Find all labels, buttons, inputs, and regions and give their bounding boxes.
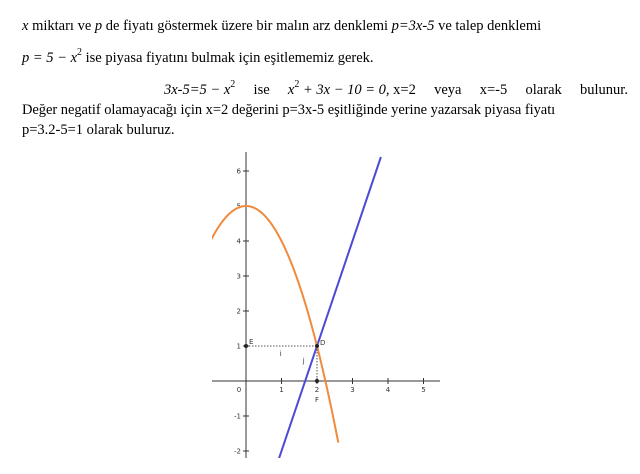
x-tick-label: 3 <box>350 386 355 394</box>
p1-text-3: ve talep denklemi <box>434 18 542 34</box>
y-tick-label: 1 <box>236 342 241 351</box>
solution-2: x=-5 <box>479 82 508 98</box>
eq-quad-rest: + 3x − 10 = 0, <box>299 82 394 98</box>
word-olarak: olarak <box>525 82 562 98</box>
point-d <box>315 344 319 348</box>
demand-eq-base: p = 5 − x <box>22 50 78 66</box>
y-tick-label: -2 <box>234 447 241 456</box>
var-x: x <box>22 18 29 34</box>
y-tick-label: 5 <box>236 202 241 211</box>
points <box>244 338 325 404</box>
word-ise: ise <box>253 82 270 98</box>
y-tick-label: 3 <box>236 272 241 281</box>
x-tick-label: 1 <box>279 386 284 394</box>
y-tick-label: 2 <box>236 307 241 316</box>
supply-equation: p=3x-5 <box>391 18 435 34</box>
word-veya: veya <box>434 82 462 98</box>
paragraph-4: Değer negatif olamayacağı için x=2 değerini p=3x-5 eşitliğinde yerine yazarsak piyasa fiyatı <box>22 102 556 118</box>
y-tick-label: 6 <box>236 167 241 176</box>
axes <box>212 152 440 458</box>
eq-left-text: 3x-5=5 − x <box>164 82 231 98</box>
label-j: j <box>302 357 305 365</box>
demand-eq-exponent: 2 <box>77 47 83 59</box>
paragraph-5: p=3.2-5=1 olarak buluruz. <box>22 122 175 138</box>
p2-text: ise piyasa fiyatını bulmak için eşitlememiz gerek. <box>82 50 374 66</box>
label-e: E <box>249 338 254 346</box>
point-f <box>315 379 319 383</box>
eq-left-exponent: 2 <box>230 79 236 91</box>
x-tick-label: 4 <box>385 386 391 394</box>
y-tick-label: 4 <box>236 237 241 246</box>
y-tick-label: -1 <box>234 412 241 421</box>
eq-quad-x: x <box>287 82 295 98</box>
demand-curve <box>211 206 339 443</box>
label-f: F <box>315 396 320 404</box>
x-tick-label: 2 <box>314 386 320 394</box>
x-tick-label: 5 <box>421 386 426 394</box>
origin-label: 0 <box>236 386 242 394</box>
point-e <box>244 344 248 348</box>
tick-labels <box>234 168 426 456</box>
var-p: p <box>94 18 103 34</box>
p1-text-2: de fiyatı göstermek üzere bir malın arz denklemi <box>102 18 392 34</box>
label-i: i <box>279 350 282 358</box>
word-bulunur: bulunur. <box>580 82 628 98</box>
label-d: D <box>320 339 326 347</box>
solution-1: x=2 <box>393 82 416 98</box>
eq-quad-exponent: 2 <box>294 79 300 91</box>
p1-text-1: miktarı ve <box>28 18 95 34</box>
